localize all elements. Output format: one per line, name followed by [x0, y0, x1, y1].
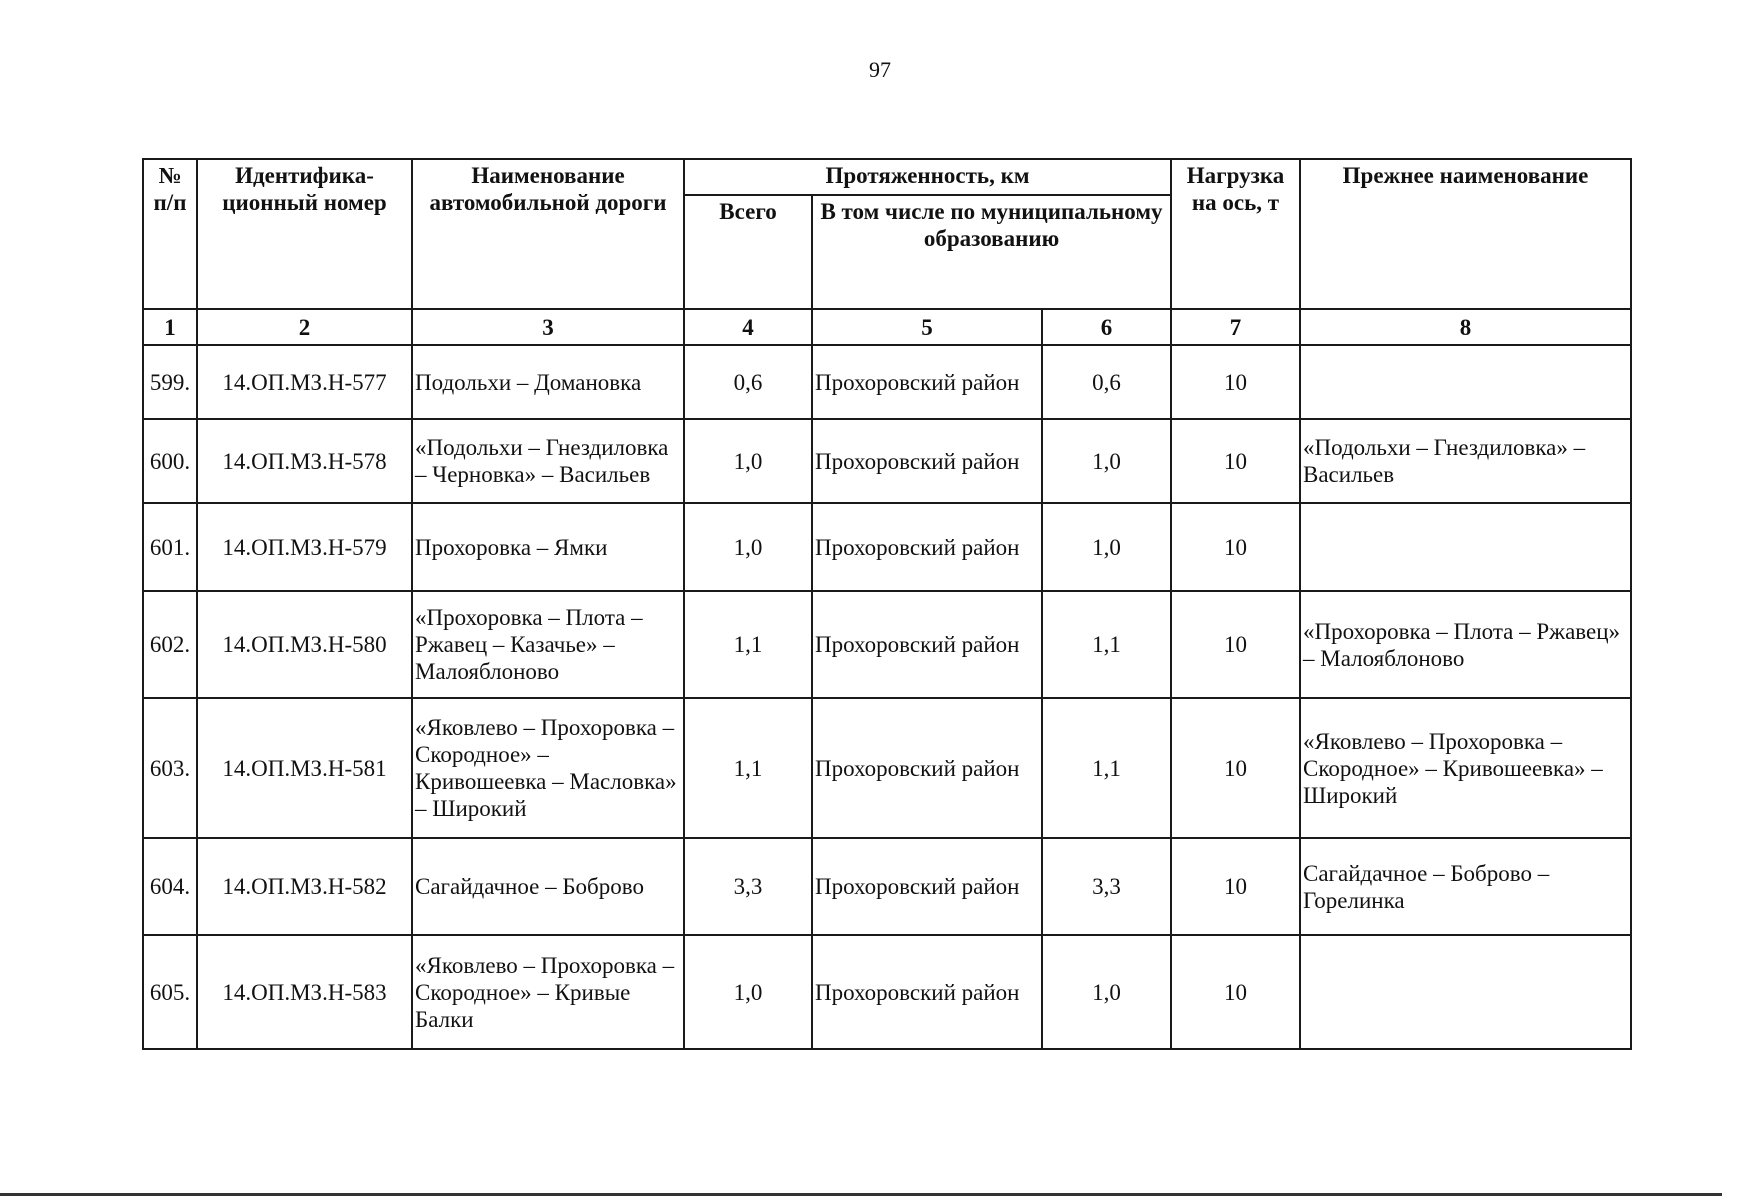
cell-district-length: 1,0 — [1042, 419, 1171, 503]
table-row — [143, 419, 1631, 503]
cell-id: 14.ОП.МЗ.Н-578 — [197, 419, 412, 503]
cell-total: 1,0 — [684, 419, 812, 503]
cell-total: 0,6 — [684, 345, 812, 419]
header-total: Всего — [684, 195, 812, 309]
table-row — [143, 935, 1631, 1049]
cell-axle-load: 10 — [1171, 345, 1300, 419]
cell-district: Прохоровский район — [812, 503, 1042, 591]
cell-num: 604. — [143, 838, 197, 935]
cell-road-name: «Яковлево – Прохоровка – Скородное» – Кривые Балки — [412, 935, 684, 1049]
cell-num: 599. — [143, 345, 197, 419]
cell-district-length: 0,6 — [1042, 345, 1171, 419]
cell-previous-name — [1300, 935, 1631, 1049]
cell-district-length: 1,1 — [1042, 698, 1171, 838]
cell-road-name: Прохоровка – Ямки — [412, 503, 684, 591]
header-previous-name: Прежнее наименование — [1300, 159, 1631, 309]
roads-table — [142, 158, 1632, 1050]
header-col-number: 6 — [1042, 309, 1171, 345]
header-num: № п/п — [143, 159, 197, 309]
cell-previous-name — [1300, 503, 1631, 591]
cell-total: 1,0 — [684, 503, 812, 591]
header-axle-load: Нагрузка на ось, т — [1171, 159, 1300, 309]
cell-previous-name: «Прохоровка – Плота – Ржавец» – Малояблоново — [1300, 591, 1631, 698]
cell-num: 603. — [143, 698, 197, 838]
cell-id: 14.ОП.МЗ.Н-577 — [197, 345, 412, 419]
header-id: Идентифика-ционный номер — [197, 159, 412, 309]
table-row — [143, 503, 1631, 591]
header-col-number: 1 — [143, 309, 197, 345]
cell-id: 14.ОП.МЗ.Н-583 — [197, 935, 412, 1049]
header-col-number: 8 — [1300, 309, 1631, 345]
cell-district: Прохоровский район — [812, 838, 1042, 935]
table-row — [143, 345, 1631, 419]
cell-id: 14.ОП.МЗ.Н-581 — [197, 698, 412, 838]
cell-district-length: 1,1 — [1042, 591, 1171, 698]
bottom-rule — [0, 1193, 1722, 1196]
cell-total: 3,3 — [684, 838, 812, 935]
cell-district: Прохоровский район — [812, 698, 1042, 838]
cell-previous-name: «Яковлево – Прохоровка – Скородное» – Кривошеевка» – Широкий — [1300, 698, 1631, 838]
header-municipal: В том числе по муниципальному образованию — [812, 195, 1171, 309]
cell-axle-load: 10 — [1171, 838, 1300, 935]
cell-total: 1,1 — [684, 698, 812, 838]
cell-num: 601. — [143, 503, 197, 591]
cell-axle-load: 10 — [1171, 698, 1300, 838]
cell-axle-load: 10 — [1171, 419, 1300, 503]
cell-previous-name: «Подольхи – Гнездиловка» – Васильев — [1300, 419, 1631, 503]
cell-id: 14.ОП.МЗ.Н-579 — [197, 503, 412, 591]
table-row — [143, 591, 1631, 698]
header-col-number: 7 — [1171, 309, 1300, 345]
cell-district: Прохоровский район — [812, 935, 1042, 1049]
cell-axle-load: 10 — [1171, 503, 1300, 591]
page-number: 97 — [869, 57, 891, 82]
cell-previous-name — [1300, 345, 1631, 419]
cell-road-name: Подольхи – Домановка — [412, 345, 684, 419]
cell-axle-load: 10 — [1171, 935, 1300, 1049]
header-col-number: 2 — [197, 309, 412, 345]
cell-district: Прохоровский район — [812, 345, 1042, 419]
header-road-name: Наименование автомобильной дороги — [412, 159, 684, 309]
cell-num: 602. — [143, 591, 197, 698]
cell-district: Прохоровский район — [812, 591, 1042, 698]
table-body — [143, 345, 1631, 1049]
cell-id: 14.ОП.МЗ.Н-582 — [197, 838, 412, 935]
cell-road-name: Сагайдачное – Боброво — [412, 838, 684, 935]
cell-district-length: 1,0 — [1042, 503, 1171, 591]
header-col-number: 5 — [812, 309, 1042, 345]
cell-id: 14.ОП.МЗ.Н-580 — [197, 591, 412, 698]
cell-road-name: «Яковлево – Прохоровка – Скородное» – Кривошеевка – Масловка» – Широкий — [412, 698, 684, 838]
header-col-number: 3 — [412, 309, 684, 345]
table-row — [143, 838, 1631, 935]
table-row — [143, 698, 1631, 838]
header-length: Протяженность, км — [684, 159, 1171, 195]
header-col-number: 4 — [684, 309, 812, 345]
cell-previous-name: Сагайдачное – Боброво – Горелинка — [1300, 838, 1631, 935]
cell-district: Прохоровский район — [812, 419, 1042, 503]
cell-total: 1,1 — [684, 591, 812, 698]
cell-district-length: 3,3 — [1042, 838, 1171, 935]
cell-road-name: «Подольхи – Гнездиловка – Черновка» – Васильев — [412, 419, 684, 503]
cell-district-length: 1,0 — [1042, 935, 1171, 1049]
cell-num: 605. — [143, 935, 197, 1049]
cell-axle-load: 10 — [1171, 591, 1300, 698]
table-header — [143, 159, 1631, 345]
cell-total: 1,0 — [684, 935, 812, 1049]
cell-road-name: «Прохоровка – Плота – Ржавец – Казачье» – Малояблоново — [412, 591, 684, 698]
cell-num: 600. — [143, 419, 197, 503]
